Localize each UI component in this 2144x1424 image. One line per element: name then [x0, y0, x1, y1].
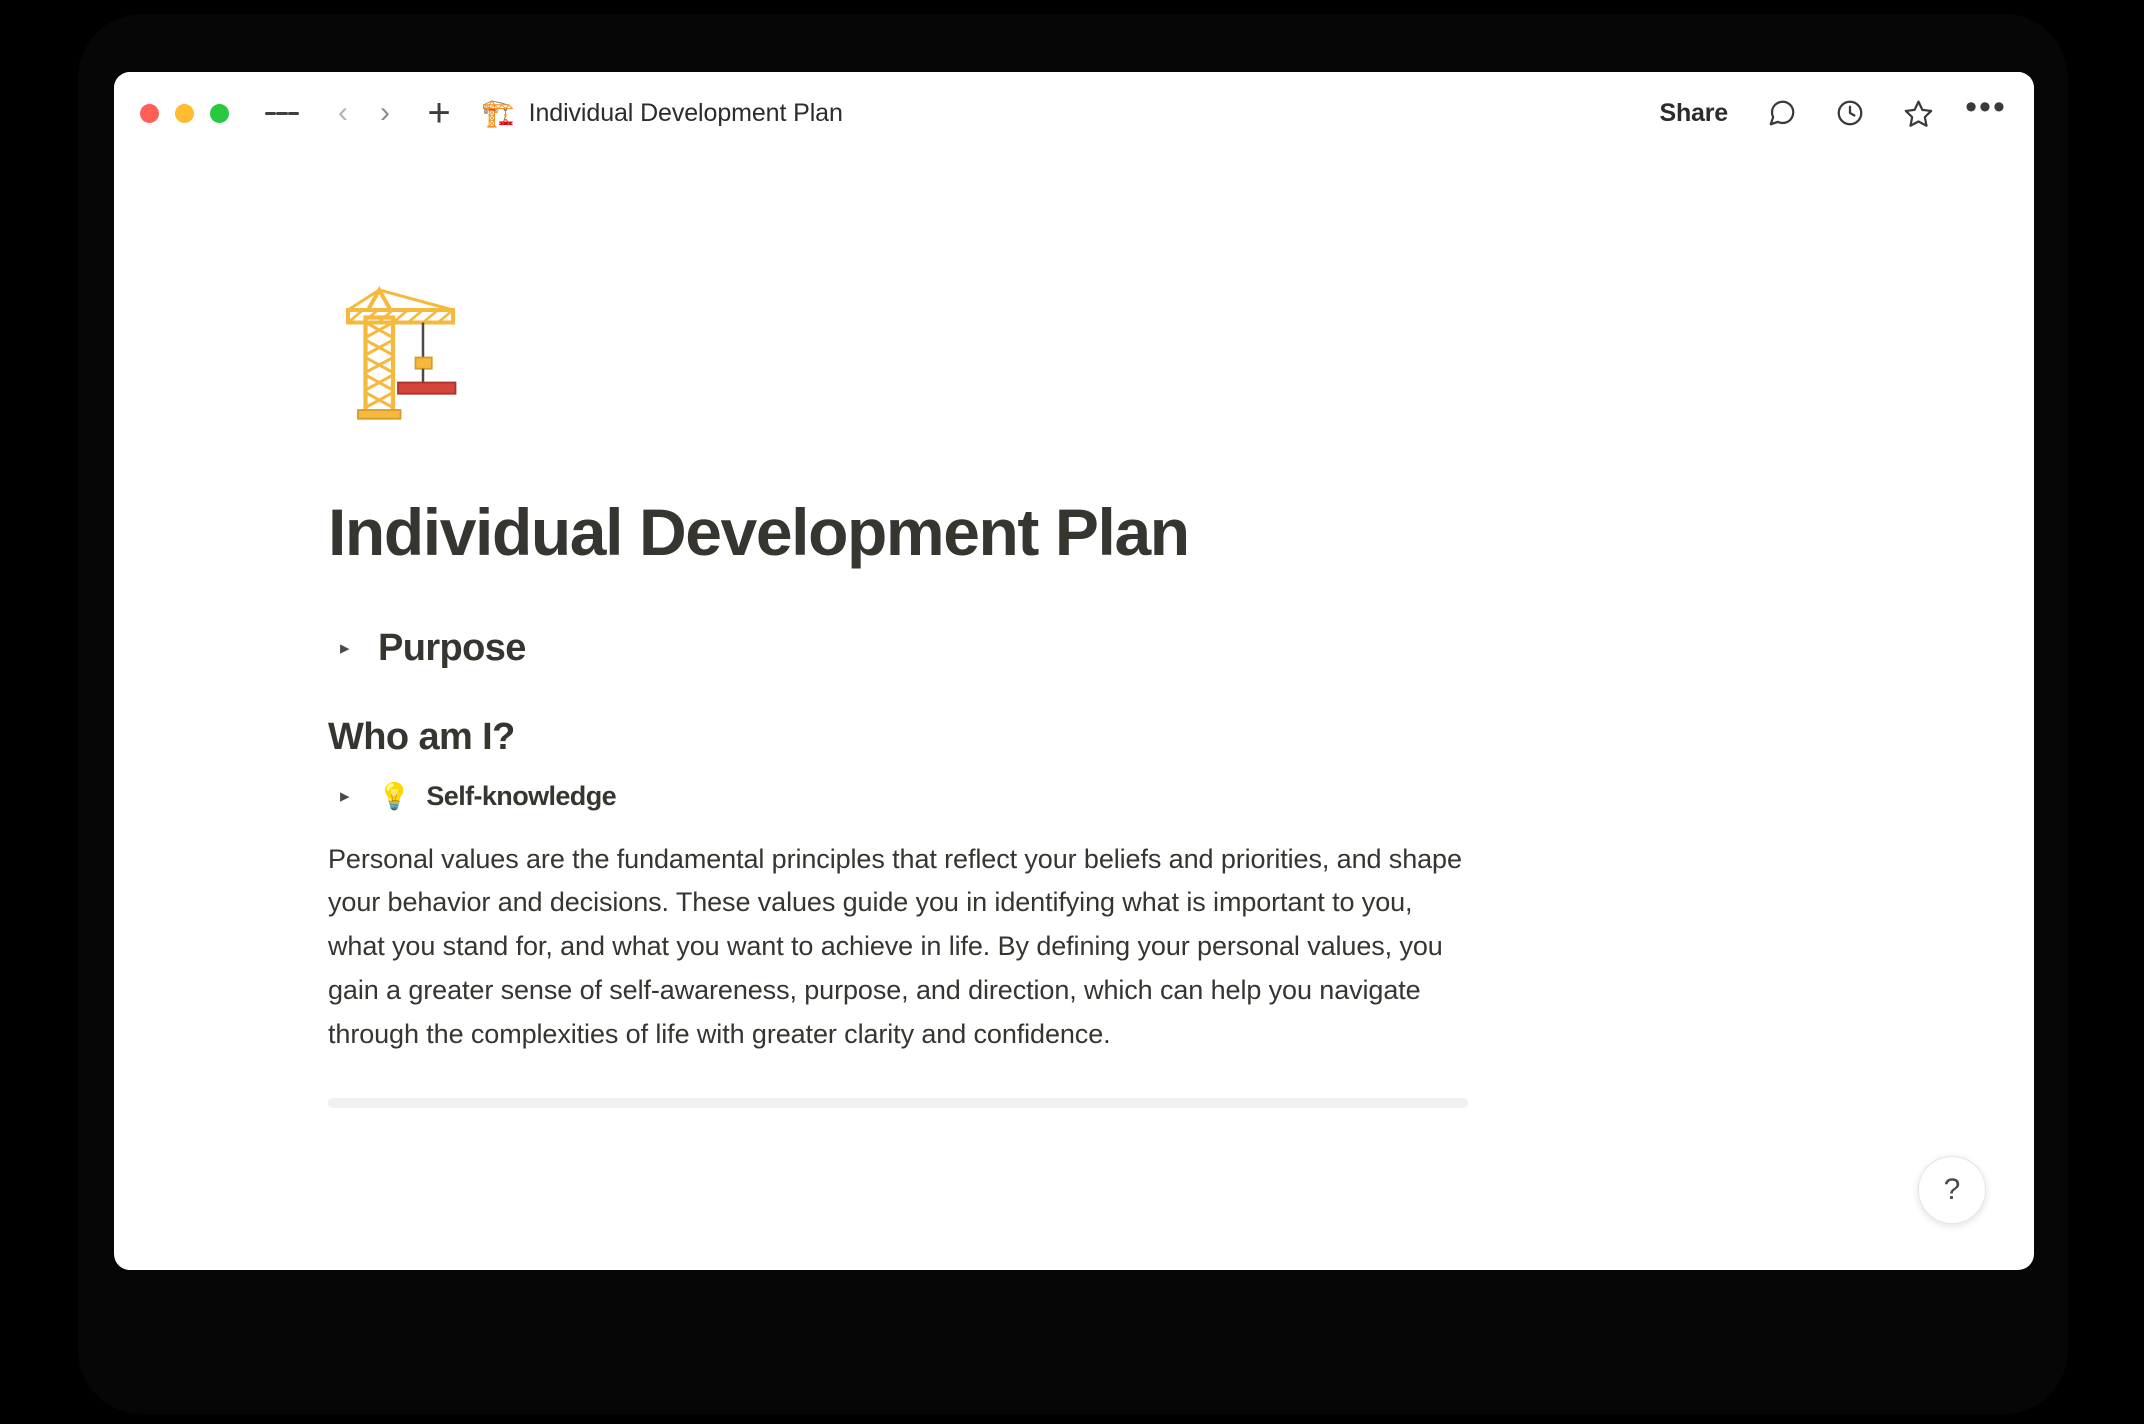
page-icon-crane[interactable]	[328, 280, 1596, 430]
toggle-purpose[interactable]	[328, 627, 1596, 670]
comment-icon[interactable]	[1762, 93, 1802, 133]
titlebar-actions	[1654, 72, 2006, 154]
triangle-right-icon[interactable]: ▸	[340, 637, 350, 659]
plus-icon[interactable]: +	[427, 91, 451, 135]
toggle-self-knowledge[interactable]	[328, 781, 1596, 812]
crane-icon: 🏗️	[481, 98, 515, 128]
clock-icon[interactable]	[1830, 93, 1870, 133]
hamburger-icon[interactable]	[265, 96, 299, 130]
breadcrumb[interactable]	[481, 98, 843, 128]
lightbulb-icon: 💡	[378, 781, 411, 812]
navigation-controls	[325, 95, 403, 131]
star-icon[interactable]	[1898, 93, 1938, 133]
content-block-placeholder	[328, 1098, 1468, 1108]
app-window	[114, 72, 2034, 1270]
help-button[interactable]: ?	[1918, 1156, 1986, 1224]
window-controls	[140, 104, 229, 123]
ellipsis-icon[interactable]: •••	[1965, 88, 2007, 126]
heading-who-am-i: Who am I?	[328, 715, 515, 758]
paragraph-personal-values: Personal values are the fundamental principles that reflect your beliefs and priorities, and shape your behavior and decisions. These values guide you in identifying what is important to you, what you stand for, and what you want to achieve in life. By defining your personal values, you gain a greater sense of self-awareness, purpose, and direction, which can help you navigate through the complexities of life with greater clarity and confidence.	[328, 843, 1462, 1049]
close-window-button[interactable]	[140, 104, 159, 123]
triangle-right-icon[interactable]: ▸	[340, 785, 350, 807]
maximize-window-button[interactable]	[210, 104, 229, 123]
minimize-window-button[interactable]	[175, 104, 194, 123]
page-title: Individual Development Plan	[328, 495, 1189, 569]
titlebar	[114, 72, 2034, 154]
toggle-purpose-label: Purpose	[378, 626, 526, 669]
chevron-left-icon[interactable]: ‹	[338, 96, 348, 129]
toggle-self-knowledge-label: Self-knowledge	[426, 780, 617, 811]
page-body	[328, 154, 1596, 1108]
share-button[interactable]: Share	[1659, 98, 1728, 127]
breadcrumb-page-title: Individual Development Plan	[528, 98, 843, 127]
chevron-right-icon[interactable]: ›	[380, 96, 390, 129]
page-content	[114, 154, 2034, 1270]
